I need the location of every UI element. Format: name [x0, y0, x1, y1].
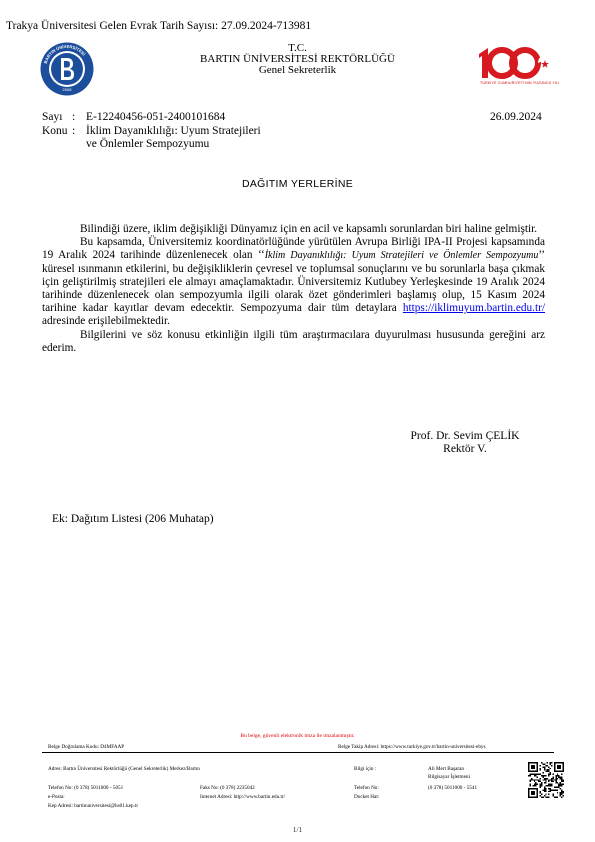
document-date: 26.09.2024: [490, 111, 542, 123]
centennial-logo: [476, 44, 560, 92]
footer-fax: Faks No: (0 378) 2235042: [200, 785, 255, 791]
page-number: 1/1: [292, 825, 303, 834]
svg-text:BARTIN ÜNİVERSİTESİ: BARTIN ÜNİVERSİTESİ: [42, 43, 87, 65]
paragraph-1: Bilindiği üzere, iklim değişikliği Dünyamız için en acil ve kapsamlı sorunlardan biri haline gelmiştir.: [80, 223, 538, 235]
docket-label: Docket Hat:: [354, 794, 380, 800]
kep-address: Kep Adresi: bartinuniversitesi@hs01.kep.tr: [48, 803, 139, 809]
document-meta: [42, 111, 261, 152]
letter-body: [42, 223, 545, 355]
email-label: e-Posta:: [48, 794, 65, 800]
header-line-university: BARTIN ÜNİVERSİTESİ REKTÖRLÜĞÜ: [200, 53, 395, 65]
footer-address: Adres: Bartın Üniversitesi Rektörlüğü (Genel Sekreterlik) Merkez/Bartın: [48, 766, 200, 772]
header-line-tc: T.C.: [288, 42, 307, 54]
centennial-subtitle: TÜRKİYE CUMHURİYETİ'NİN YÜZÜNCÜ YILI: [480, 81, 560, 85]
svg-text:2008: 2008: [62, 87, 72, 92]
phone2-value: (0 378) 5011000 - 5541: [428, 785, 478, 791]
footer-phone: Telefon No: (0 378) 5011000 - 5051: [48, 785, 124, 791]
verify-code: Belge Doğrulama Kodu: D4MFAAP: [48, 744, 125, 750]
konu-label: Konu: [42, 124, 68, 137]
header-line-department: Genel Sekreterlik: [258, 64, 337, 76]
signature-block: [400, 430, 530, 456]
konu-value: İklim Dayanıklılığı: Uyum Stratejileri ve Önlemler Sempozyumu: [86, 124, 261, 150]
contact-name: Ali Mert Başaran: [428, 766, 465, 772]
symposium-title: İklim Dayanıklılığı: Uyum Stratejileri ve Önlemler Sempozyumu: [264, 250, 539, 262]
signer-name: Prof. Dr. Sevim ÇELİK: [410, 430, 520, 442]
paragraph-2: Bu kapsamda, Üniversitemiz koordinatörlüğünde yürütülen Avrupa Birliği IPA-II Projesi kapsamında 19 Aralık 2024 tarihinde düzenlenecek olan ‘‘İklim Dayanıklılığı: Uyum Stratejileri ve Önlemler Sempozyumu’’ küresel ısınmanın etkilerini, bu değişikliklerin çevresel ve toplumsal sonuçlarını ve bu sorunlarla başa çıkmak için geliştirilmiş stratejileri ele almayı amaçlamaktadır. Üniversitemiz Kutlubey Yerleşkesinde 19 Aralık 2024 tarihinde düzenlenecek olan sempozyumla ilgili olarak özet gönderimleri başlamış olup, 15 Kasım 2024 tarihine kadar kayıtlar devam edecektir. Sempozyuma dair tüm detaylara https://iklimuyum.bartin.edu.tr/ adresinde erişilebilmektedir.: [42, 236, 546, 328]
web-address: Internet Adresi: http://www.bartin.edu.tr/: [200, 794, 286, 800]
qr-code-icon: [528, 762, 564, 798]
colon: :: [72, 111, 76, 123]
centennial-100-icon: [476, 44, 556, 82]
info-label: Bilgi için :: [354, 766, 377, 772]
phone2-label: Telefon No:: [354, 785, 379, 791]
colon: :: [72, 124, 76, 137]
esign-note: Bu belge, güvenli elektronik imza ile imzalanmıştır.: [240, 733, 355, 739]
university-seal-icon: [40, 42, 94, 96]
attachment-note: Ek: Dağıtım Listesi (206 Muhatap): [52, 513, 214, 525]
footer-divider: [42, 752, 554, 753]
letterhead: [150, 43, 445, 76]
symposium-link[interactable]: https://iklimuyum.bartin.edu.tr/: [402, 302, 545, 315]
sayi-value: E-12240456-051-2400101684: [86, 111, 226, 123]
sayi-label: Sayı: [42, 111, 63, 123]
signer-title: Rektör V.: [443, 443, 487, 455]
recipient-heading: DAĞITIM YERLERİNE: [241, 178, 354, 190]
tracking-address: Belge Takip Adresi: https://www.turkiye.gov.tr/bartin-universitesi-ebys: [338, 744, 486, 750]
registry-stamp: Trakya Üniversitesi Gelen Evrak Tarih Sayısı: 27.09.2024-713981: [6, 20, 312, 32]
paragraph-3: Bilgilerini ve söz konusu etkinliğin ilgili tüm araştırmacılara duyurulması hususunda gereğini arz ederim.: [42, 328, 545, 354]
contact-title: Bilgisayar İşletmeni: [428, 774, 470, 780]
